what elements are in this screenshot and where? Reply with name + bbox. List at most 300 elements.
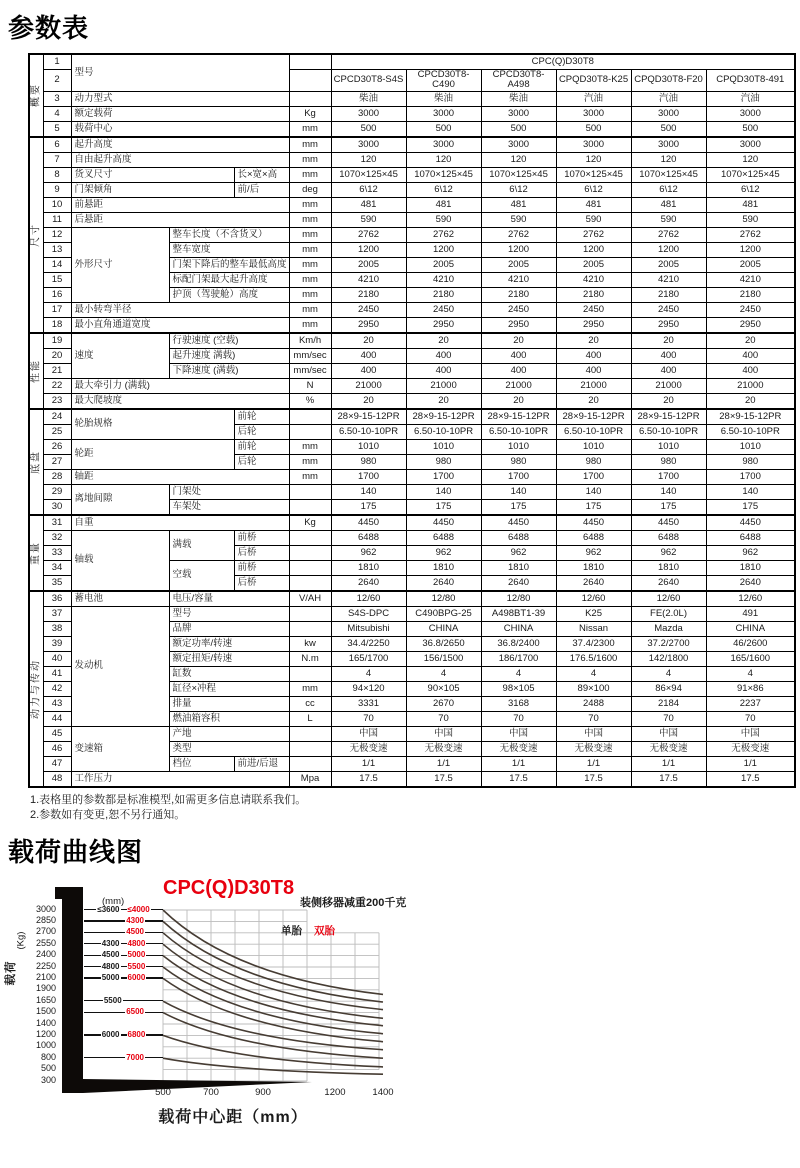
value-cell: 1070×125×45 [706, 167, 795, 182]
param-name: 变速箱 [71, 726, 169, 771]
unit-cell: mm [289, 121, 331, 137]
value-cell: 2005 [481, 257, 556, 272]
value-cell: 500 [556, 121, 631, 137]
value-cell: 2762 [706, 227, 795, 242]
value-cell: 12/60 [706, 591, 795, 607]
table-row [29, 530, 795, 545]
value-cell: 3000 [481, 137, 556, 153]
table-row [29, 54, 795, 70]
page-title: 参数表 [8, 13, 90, 43]
value-cell: 1070×125×45 [331, 167, 406, 182]
table-row [29, 515, 795, 531]
param-name: 最大牵引力 (满载) [71, 378, 289, 393]
value-cell: 1700 [706, 469, 795, 484]
param-name: 前悬距 [71, 197, 289, 212]
value-cell: 165/1700 [331, 651, 406, 666]
value-cell: 400 [481, 348, 556, 363]
value-cell: 28×9-15-12PR [481, 409, 556, 425]
value-cell: 6.50-10-10PR [706, 424, 795, 439]
value-cell: 中国 [706, 726, 795, 741]
value-cell: 2180 [481, 287, 556, 302]
value-cell: 1700 [406, 469, 481, 484]
value-cell: 175 [706, 499, 795, 515]
y-tick-label: 800 [40, 1051, 56, 1062]
unit-cell: mm [289, 137, 331, 153]
value-cell: 962 [706, 545, 795, 560]
mast-height-label: 6000 [101, 1030, 120, 1040]
value-cell: 2450 [631, 302, 706, 317]
row-number: 11 [43, 212, 71, 227]
value-cell: 400 [631, 363, 706, 378]
mast-height-label: 6000 [127, 973, 146, 983]
unit-cell: mm [289, 469, 331, 484]
unit-cell: mm [289, 197, 331, 212]
category-cell [29, 409, 43, 515]
value-cell: 20 [556, 333, 631, 349]
value-cell: 36.8/2400 [481, 636, 556, 651]
value-cell: 4210 [556, 272, 631, 287]
row-number: 33 [43, 545, 71, 560]
param-name: 蓄电池 [71, 591, 169, 607]
leader-line-segment [146, 977, 163, 978]
value-cell: 2640 [706, 575, 795, 591]
table-row [29, 106, 795, 121]
value-cell: 590 [331, 212, 406, 227]
value-cell: 962 [556, 545, 631, 560]
value-cell: 3000 [706, 137, 795, 153]
value-cell: 89×100 [556, 681, 631, 696]
param-name: 缸数 [169, 666, 289, 681]
chart-section-title: 载荷曲线图 [8, 836, 144, 867]
param-name: 前/后 [234, 182, 289, 197]
unit-cell: N.m [289, 651, 331, 666]
value-cell: 1810 [556, 560, 631, 575]
value-cell: 2005 [406, 257, 481, 272]
table-row [29, 91, 795, 106]
value-cell: 70 [556, 711, 631, 726]
leader-line-segment [151, 909, 163, 910]
value-cell: Nissan [556, 621, 631, 636]
row-number: 6 [43, 137, 71, 153]
value-cell: 120 [706, 152, 795, 167]
unit-cell: N [289, 378, 331, 393]
value-cell: 2005 [706, 257, 795, 272]
value-cell: 2640 [331, 575, 406, 591]
param-name: 电压/容量 [169, 591, 289, 607]
param-name: 型号 [71, 54, 289, 91]
value-cell: 28×9-15-12PR [406, 409, 481, 425]
value-cell: 2762 [481, 227, 556, 242]
row-number: 24 [43, 409, 71, 425]
value-cell: 1/1 [631, 756, 706, 771]
category-cell [29, 515, 43, 591]
param-name: 类型 [169, 741, 289, 756]
value-cell: 柴油 [481, 91, 556, 106]
unit-cell: mm [289, 257, 331, 272]
value-cell: 962 [406, 545, 481, 560]
param-name: 动力型式 [71, 91, 289, 106]
param-name: 门架处 [169, 484, 289, 499]
value-cell: 1700 [631, 469, 706, 484]
value-cell: 481 [706, 197, 795, 212]
value-cell: 2450 [331, 302, 406, 317]
unit-cell [289, 530, 331, 545]
value-cell: 中国 [331, 726, 406, 741]
value-cell: 91×86 [706, 681, 795, 696]
chart-model-label: CPC(Q)D30T8 [163, 876, 295, 899]
value-cell: CPQD30T8-F20 [631, 70, 706, 92]
category-label: 重量 [30, 540, 42, 565]
value-cell: 2488 [556, 696, 631, 711]
value-cell: 2762 [406, 227, 481, 242]
value-cell: 4210 [481, 272, 556, 287]
row-number: 30 [43, 499, 71, 515]
value-cell: 12/60 [556, 591, 631, 607]
param-name: 额定载荷 [71, 106, 289, 121]
value-cell: 1200 [331, 242, 406, 257]
value-cell: 175 [556, 499, 631, 515]
row-number: 8 [43, 167, 71, 182]
row-number: 40 [43, 651, 71, 666]
row-number: 15 [43, 272, 71, 287]
value-cell: 中国 [556, 726, 631, 741]
value-cell: 90×105 [406, 681, 481, 696]
value-cell: 4 [706, 666, 795, 681]
value-cell: 962 [331, 545, 406, 560]
value-cell: 2762 [331, 227, 406, 242]
param-name: 最大爬坡度 [71, 393, 289, 409]
unit-cell: mm [289, 242, 331, 257]
mast-height-label: 5500 [103, 995, 122, 1005]
value-cell: 20 [331, 333, 406, 349]
category-label: 底盘 [30, 449, 42, 474]
value-cell: 17.5 [556, 771, 631, 787]
mast-height-label: 7000 [126, 1052, 144, 1062]
value-cell: 1010 [406, 439, 481, 454]
value-cell: 17.5 [331, 771, 406, 787]
leader-line-segment [145, 1057, 163, 1058]
value-cell: 12/60 [631, 591, 706, 607]
row-number: 45 [43, 726, 71, 741]
value-cell: 4210 [631, 272, 706, 287]
value-cell: 2005 [556, 257, 631, 272]
leader-line-segment [146, 966, 163, 967]
value-cell: 20 [406, 333, 481, 349]
value-cell: 590 [706, 212, 795, 227]
value-cell: 980 [406, 454, 481, 469]
unit-cell: mm [289, 439, 331, 454]
value-cell: 4 [406, 666, 481, 681]
y-tick-label: 3000 [35, 903, 56, 914]
param-name: 排量 [169, 696, 289, 711]
row-number: 46 [43, 741, 71, 756]
value-cell: 98×105 [481, 681, 556, 696]
value-cell: 120 [331, 152, 406, 167]
row-number: 32 [43, 530, 71, 545]
row-number: 14 [43, 257, 71, 272]
value-cell: 4450 [706, 515, 795, 531]
y-tick-label: 2400 [35, 949, 56, 960]
y-tick-label: 1500 [35, 1006, 56, 1017]
param-name: 发动机 [71, 606, 169, 726]
value-cell: 21000 [406, 378, 481, 393]
value-cell: 1200 [481, 242, 556, 257]
value-cell: 2180 [556, 287, 631, 302]
value-cell: CPQD30T8-K25 [556, 70, 631, 92]
leader-line-segment [84, 955, 101, 956]
x-tick-label: 900 [255, 1086, 271, 1098]
param-name: 轴载 [71, 530, 169, 591]
row-number: 25 [43, 424, 71, 439]
value-cell: 2450 [556, 302, 631, 317]
value-cell: 980 [631, 454, 706, 469]
unit-cell: Mpa [289, 771, 331, 787]
param-name: 燃油箱容积 [169, 711, 289, 726]
value-cell: 176.5/1600 [556, 651, 631, 666]
param-name: 车架处 [169, 499, 289, 515]
row-number: 43 [43, 696, 71, 711]
param-name: 货叉尺寸 [71, 167, 234, 182]
unit-cell: deg [289, 182, 331, 197]
value-cell: 1700 [331, 469, 406, 484]
mast-leader-row [84, 1052, 163, 1064]
value-cell: 4450 [556, 515, 631, 531]
value-cell: 3331 [331, 696, 406, 711]
leader-line-segment [84, 943, 101, 944]
row-number: 37 [43, 606, 71, 621]
value-cell: 400 [406, 363, 481, 378]
value-cell: 70 [331, 711, 406, 726]
leader-line-segment [84, 909, 96, 910]
value-cell: 120 [406, 152, 481, 167]
param-name: 外形尺寸 [71, 227, 169, 302]
param-name: 速度 [71, 333, 169, 379]
value-cell: 481 [556, 197, 631, 212]
value-cell: 70 [631, 711, 706, 726]
value-cell: 1010 [706, 439, 795, 454]
unit-cell: mm/sec [289, 363, 331, 378]
value-cell: 400 [706, 363, 795, 378]
value-cell: 590 [406, 212, 481, 227]
row-number: 31 [43, 515, 71, 531]
value-cell: 2640 [406, 575, 481, 591]
value-cell: 1070×125×45 [406, 167, 481, 182]
unit-cell: Kg [289, 106, 331, 121]
value-cell: 481 [481, 197, 556, 212]
param-name: 满载 [169, 530, 234, 560]
value-cell: 500 [406, 121, 481, 137]
row-number: 19 [43, 333, 71, 349]
value-cell: 4450 [631, 515, 706, 531]
param-name: 护顶（驾驶舱）高度 [169, 287, 289, 302]
value-cell: 2237 [706, 696, 795, 711]
value-cell: 86×94 [631, 681, 706, 696]
chart-legend [281, 923, 335, 938]
param-name: 后桥 [234, 545, 289, 560]
table-row [29, 167, 795, 182]
row-number: 12 [43, 227, 71, 242]
unit-cell [289, 606, 331, 621]
mast-leader-row [84, 1006, 163, 1018]
leader-line-segment [145, 920, 163, 921]
param-name: 前进/后退 [234, 756, 289, 771]
mast-leader-row [84, 995, 163, 1007]
mast-height-label: 4500 [126, 927, 144, 937]
value-cell: 70 [406, 711, 481, 726]
unit-cell: mm [289, 272, 331, 287]
value-cell: C490BPG-25 [406, 606, 481, 621]
value-cell: 6488 [331, 530, 406, 545]
value-cell: 1810 [631, 560, 706, 575]
row-number: 38 [43, 621, 71, 636]
value-cell: 28×9-15-12PR [331, 409, 406, 425]
value-cell: 1/1 [706, 756, 795, 771]
value-cell: 6.50-10-10PR [481, 424, 556, 439]
mast-height-label: 6500 [126, 1007, 144, 1017]
value-cell: 1/1 [556, 756, 631, 771]
value-cell: FE(2.0L) [631, 606, 706, 621]
category-cell [29, 54, 43, 137]
param-name: 门架倾角 [71, 182, 234, 197]
param-name: 后轮 [234, 424, 289, 439]
leader-line-segment [123, 1000, 163, 1001]
y-tick-label: 1200 [35, 1029, 56, 1040]
value-cell: 无极变速 [556, 741, 631, 756]
value-cell: 汽油 [556, 91, 631, 106]
model-group-cell: CPC(Q)D30T8 [331, 54, 795, 70]
param-name: 空载 [169, 560, 234, 591]
value-cell: 2005 [631, 257, 706, 272]
mast-height-label: ≤3600 [97, 904, 120, 914]
unit-cell [289, 575, 331, 591]
value-cell: 142/1800 [631, 651, 706, 666]
note-line-2: 2.参数如有变更,恕不另行通知。 [30, 809, 186, 822]
table-row [29, 484, 795, 499]
value-cell: 980 [331, 454, 406, 469]
mast-leader-row [84, 949, 163, 961]
leader-line-segment [146, 1034, 163, 1035]
value-cell: 4 [331, 666, 406, 681]
value-cell: 165/1600 [706, 651, 795, 666]
param-name: 后轮 [234, 454, 289, 469]
value-cell: 590 [631, 212, 706, 227]
leader-line-segment [84, 920, 125, 921]
leader-line-segment [84, 1012, 125, 1013]
value-cell: 1200 [556, 242, 631, 257]
value-cell: 120 [556, 152, 631, 167]
value-cell: 36.8/2650 [406, 636, 481, 651]
param-name: 工作压力 [71, 771, 289, 787]
value-cell: 4450 [406, 515, 481, 531]
param-name: 门架下降后的整车最低高度 [169, 257, 289, 272]
value-cell: 3000 [631, 137, 706, 153]
value-cell: 6.50-10-10PR [556, 424, 631, 439]
value-cell: 17.5 [481, 771, 556, 787]
value-cell: 400 [331, 363, 406, 378]
value-cell: 3000 [481, 106, 556, 121]
value-cell: 140 [406, 484, 481, 499]
param-name: 起升高度 [71, 137, 289, 153]
y-tick-label: 2550 [35, 937, 56, 948]
value-cell: 3000 [631, 106, 706, 121]
row-number: 17 [43, 302, 71, 317]
value-cell: 1010 [631, 439, 706, 454]
value-cell: 28×9-15-12PR [631, 409, 706, 425]
unit-cell: mm/sec [289, 348, 331, 363]
value-cell: 3000 [331, 106, 406, 121]
unit-cell [289, 666, 331, 681]
value-cell: 1200 [406, 242, 481, 257]
table-row [29, 409, 795, 425]
table-row [29, 606, 795, 621]
value-cell: 2640 [556, 575, 631, 591]
value-cell: CPCD30T8-C490 [406, 70, 481, 92]
mast-height-label: ≤4000 [127, 904, 150, 914]
value-cell: 2762 [631, 227, 706, 242]
value-cell: 6488 [706, 530, 795, 545]
value-cell: 37.2/2700 [631, 636, 706, 651]
value-cell: 2950 [481, 317, 556, 333]
value-cell: 21000 [556, 378, 631, 393]
value-cell: 20 [406, 393, 481, 409]
leader-line-segment [84, 932, 125, 933]
param-name: 最小转弯半径 [71, 302, 289, 317]
value-cell: S4S-DPC [331, 606, 406, 621]
value-cell: Mitsubishi [331, 621, 406, 636]
y-axis-unit: (Kg) [15, 931, 27, 950]
value-cell: 20 [631, 393, 706, 409]
row-number: 22 [43, 378, 71, 393]
value-cell: 400 [331, 348, 406, 363]
param-name: 后悬距 [71, 212, 289, 227]
value-cell: CPQD30T8-491 [706, 70, 795, 92]
category-label: 概要 [30, 83, 42, 108]
row-number: 41 [43, 666, 71, 681]
note-line-1: 1.表格里的参数都是标准模型,如需更多信息请联系我们。 [30, 793, 307, 806]
mast-height-label: 4800 [127, 938, 146, 948]
value-cell: 1200 [631, 242, 706, 257]
value-cell: 2950 [331, 317, 406, 333]
y-tick-label: 1650 [35, 994, 56, 1005]
value-cell: 4450 [331, 515, 406, 531]
value-cell: 70 [481, 711, 556, 726]
value-cell: 481 [406, 197, 481, 212]
table-row [29, 152, 795, 167]
row-number: 5 [43, 121, 71, 137]
value-cell: CHINA [406, 621, 481, 636]
value-cell: 962 [631, 545, 706, 560]
value-cell: 481 [331, 197, 406, 212]
value-cell: 481 [631, 197, 706, 212]
param-name: 行驶速度 (空载) [169, 333, 289, 349]
value-cell: 2670 [406, 696, 481, 711]
table-row [29, 726, 795, 741]
row-number: 16 [43, 287, 71, 302]
y-axis-title: 载荷 [5, 960, 17, 986]
value-cell: 590 [556, 212, 631, 227]
value-cell: 2950 [556, 317, 631, 333]
value-cell: 20 [706, 393, 795, 409]
value-cell: 980 [556, 454, 631, 469]
mast-leader-row [84, 1029, 163, 1041]
value-cell: 2180 [406, 287, 481, 302]
row-number: 21 [43, 363, 71, 378]
value-cell: 17.5 [406, 771, 481, 787]
table-row [29, 227, 795, 242]
value-cell: 6\12 [481, 182, 556, 197]
y-tick-label: 2250 [35, 960, 56, 971]
value-cell: 2450 [406, 302, 481, 317]
